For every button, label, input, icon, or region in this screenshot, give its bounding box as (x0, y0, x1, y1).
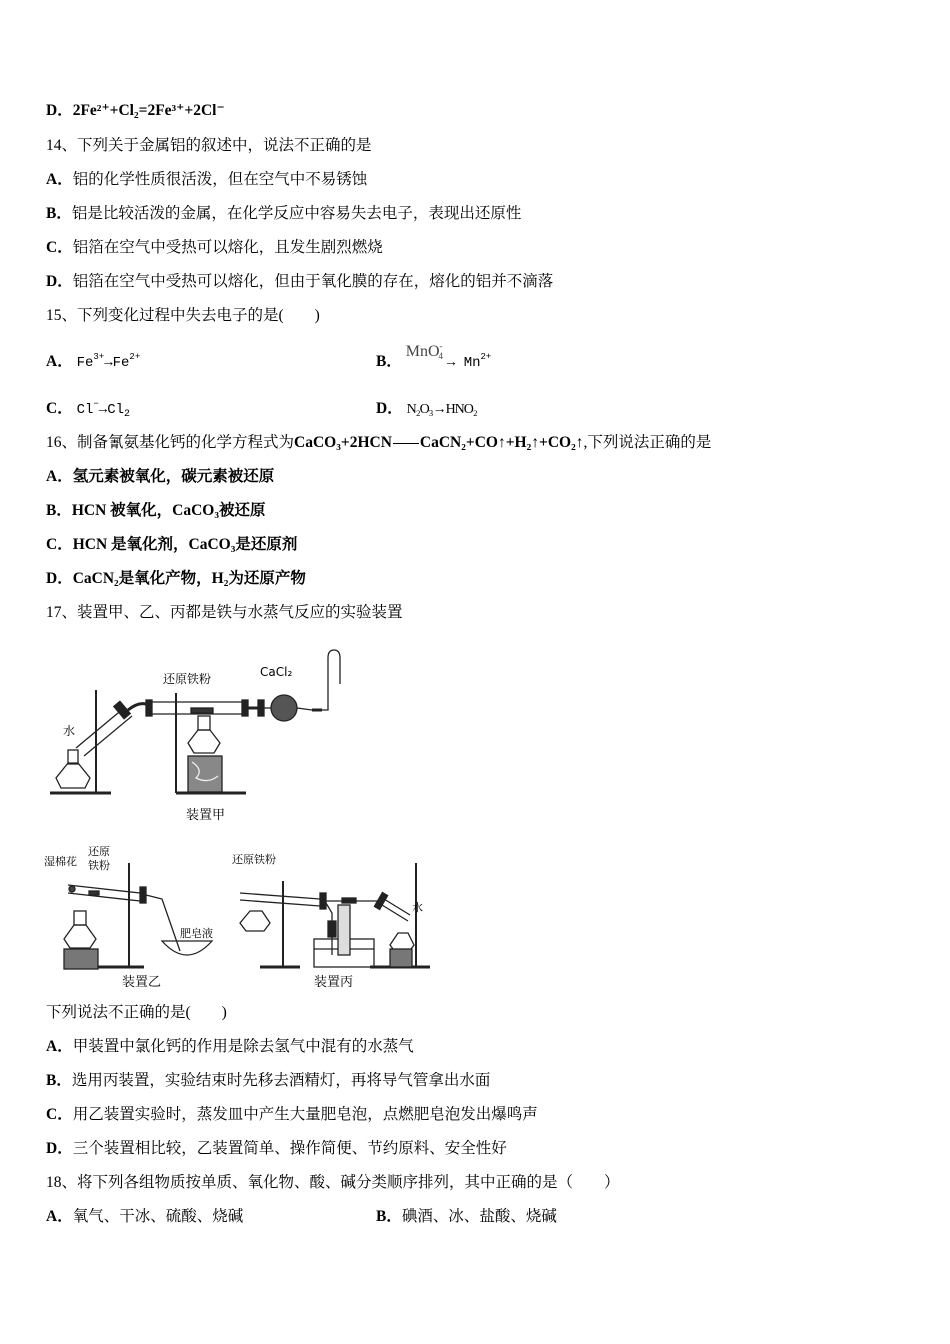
equation-line (393, 443, 419, 444)
option-text: HCN 是氧化剂，CaCO₃是还原剂 (72, 536, 298, 553)
option-label: D． (46, 570, 73, 587)
product: Fe (112, 355, 130, 371)
subscript: 4 (438, 351, 443, 361)
q14-option-d (46, 272, 553, 292)
reactant: Fe (76, 355, 94, 371)
apparatus-yi-figure (44, 843, 219, 993)
label-water: 水 (63, 724, 76, 738)
charge: 2+ (129, 352, 141, 362)
stem-prefix: 制备氰氨基化钙的化学方程式为 (77, 434, 295, 451)
label-cacl2: CaCl₂ (260, 665, 293, 679)
q15-option-b (376, 341, 492, 373)
option-label: D． (46, 102, 73, 119)
option-text: 甲装置中氯化钙的作用是除去氢气中混有的水蒸气 (72, 1038, 414, 1055)
q17-stem (46, 603, 403, 623)
q16-option-d (46, 569, 306, 589)
q16-option-b (46, 501, 266, 521)
option-label: D． (46, 273, 73, 290)
question-stem: 下列关于金属铝的叙述中，说法不正确的是 (77, 137, 372, 154)
option-label: A． (46, 1208, 73, 1225)
option-text: 铝的化学性质很活泼，但在空气中不易锈蚀 (72, 171, 368, 188)
option-label: A． (46, 171, 73, 188)
option-label: B． (46, 1072, 72, 1089)
q18-option-b (376, 1207, 557, 1227)
charge: − (93, 399, 99, 409)
question-stem: 装置甲、乙、丙都是铁与水蒸气反应的实验装置 (77, 604, 403, 621)
figure-caption: 装置甲 (186, 808, 226, 823)
option-label: A． (46, 468, 73, 485)
question-number: 17、 (46, 604, 78, 621)
label-iron-powder: 还原铁粉 (163, 672, 212, 686)
option-text: 三个装置相比较，乙装置简单、操作简便、节约原料、安全性好 (72, 1140, 507, 1157)
question-stem: 下列变化过程中失去电子的是( ) (77, 307, 320, 324)
equation-right: CaCN₂+CO↑+H₂↑+CO₂↑ (419, 434, 584, 451)
reactant: Cl (76, 402, 94, 418)
permanganate (406, 343, 443, 360)
q17-sub-stem: 下列说法不正确的是( ) (46, 1004, 227, 1021)
q13-option-d (46, 101, 225, 121)
subscript: 2 (124, 409, 131, 420)
apparatus-bing-figure (230, 843, 435, 993)
q15-option-c (46, 399, 130, 420)
question-number: 14、 (46, 137, 78, 154)
reactant: N₂O₃ (406, 402, 433, 417)
option-label: B． (376, 353, 402, 370)
q14-option-b (46, 204, 521, 224)
label-wet-cotton: 湿棉花 (44, 855, 77, 868)
q15-option-a (46, 352, 140, 373)
label-iron-line2: 铁粉 (88, 859, 110, 872)
option-label: D． (376, 400, 403, 417)
arrow-icon: → (98, 402, 108, 418)
figure-caption: 装置乙 (122, 975, 162, 990)
label-soap-solution: 肥皂液 (180, 927, 213, 940)
arrow-icon: → (104, 355, 113, 371)
option-label: A． (46, 1038, 73, 1055)
option-label: C． (46, 400, 73, 417)
label-iron-line1: 还原 (88, 845, 110, 858)
q17-option-d (46, 1139, 507, 1159)
apparatus-jia-figure (46, 638, 356, 823)
charge: 2+ (480, 352, 492, 362)
product: Cl (107, 402, 125, 418)
equation-left: CaCO₃+2HCN (294, 434, 392, 451)
label-iron-powder: 还原铁粉 (232, 853, 276, 866)
q14-option-a (46, 170, 367, 190)
q17-option-a (46, 1037, 414, 1057)
apparatus-jia-diagram (46, 638, 356, 823)
option-text: 用乙装置实验时，蒸发皿中产生大量肥皂泡，点燃肥皂泡发出爆鸣声 (72, 1106, 538, 1123)
option-label: B． (376, 1208, 402, 1225)
charge: - (439, 341, 443, 351)
option-label: C． (46, 536, 73, 553)
q14-option-c (46, 238, 383, 258)
option-label: C． (46, 1106, 73, 1123)
question-stem: 将下列各组物质按单质、氧化物、酸、碱分类顺序排列，其中正确的是（ ） (77, 1174, 620, 1191)
option-label: D． (46, 1140, 73, 1157)
product: Mn (463, 355, 481, 371)
option-text: 铝是比较活泼的金属，在化学反应中容易失去电子，表现出还原性 (71, 205, 522, 222)
question-number: 16、 (46, 434, 78, 451)
arrow-icon: → (446, 355, 456, 371)
label-water: 水 (412, 901, 423, 914)
q15-stem (46, 306, 320, 326)
option-label: A． (46, 353, 73, 370)
q16-stem (46, 433, 711, 453)
figure-caption: 装置丙 (314, 975, 354, 990)
stem-suffix: ,下列说法正确的是 (583, 434, 712, 451)
option-text: 氧气、干冰、硫酸、烧碱 (72, 1208, 244, 1225)
q15-option-d (376, 399, 477, 420)
question-number: 18、 (46, 1174, 78, 1191)
option-text: 铝箔在空气中受热可以熔化，但由于氧化膜的存在，熔化的铝并不滴落 (72, 273, 554, 290)
q16-option-c (46, 535, 297, 555)
option-text: HCN 被氧化，CaCO₃被还原 (71, 502, 266, 519)
arrow-icon: → (432, 402, 446, 417)
option-text: CaCN₂是氧化产物，H₂为还原产物 (72, 570, 306, 587)
option-text: 2Fe²⁺+Cl₂=2Fe³⁺+2Cl⁻ (72, 102, 225, 119)
option-text: 铝箔在空气中受热可以熔化，且发生剧烈燃烧 (72, 239, 383, 256)
option-label: C． (46, 239, 73, 256)
option-label: B． (46, 502, 72, 519)
q18-option-a (46, 1207, 243, 1227)
question-number: 15、 (46, 307, 78, 324)
q17-option-b (46, 1071, 490, 1091)
q14-stem (46, 136, 372, 156)
product: HNO₂ (445, 402, 477, 417)
q17-option-c (46, 1105, 538, 1125)
option-label: B． (46, 205, 72, 222)
q16-option-a (46, 467, 274, 487)
option-text: 选用丙装置，实验结束时先移去酒精灯，再将导气管拿出水面 (71, 1072, 491, 1089)
q18-stem (46, 1173, 620, 1193)
option-text: 氢元素被氧化，碳元素被还原 (72, 468, 275, 485)
reactant: MnO (405, 343, 440, 360)
option-text: 碘酒、冰、盐酸、烧碱 (401, 1208, 557, 1225)
charge: 3+ (93, 352, 105, 362)
